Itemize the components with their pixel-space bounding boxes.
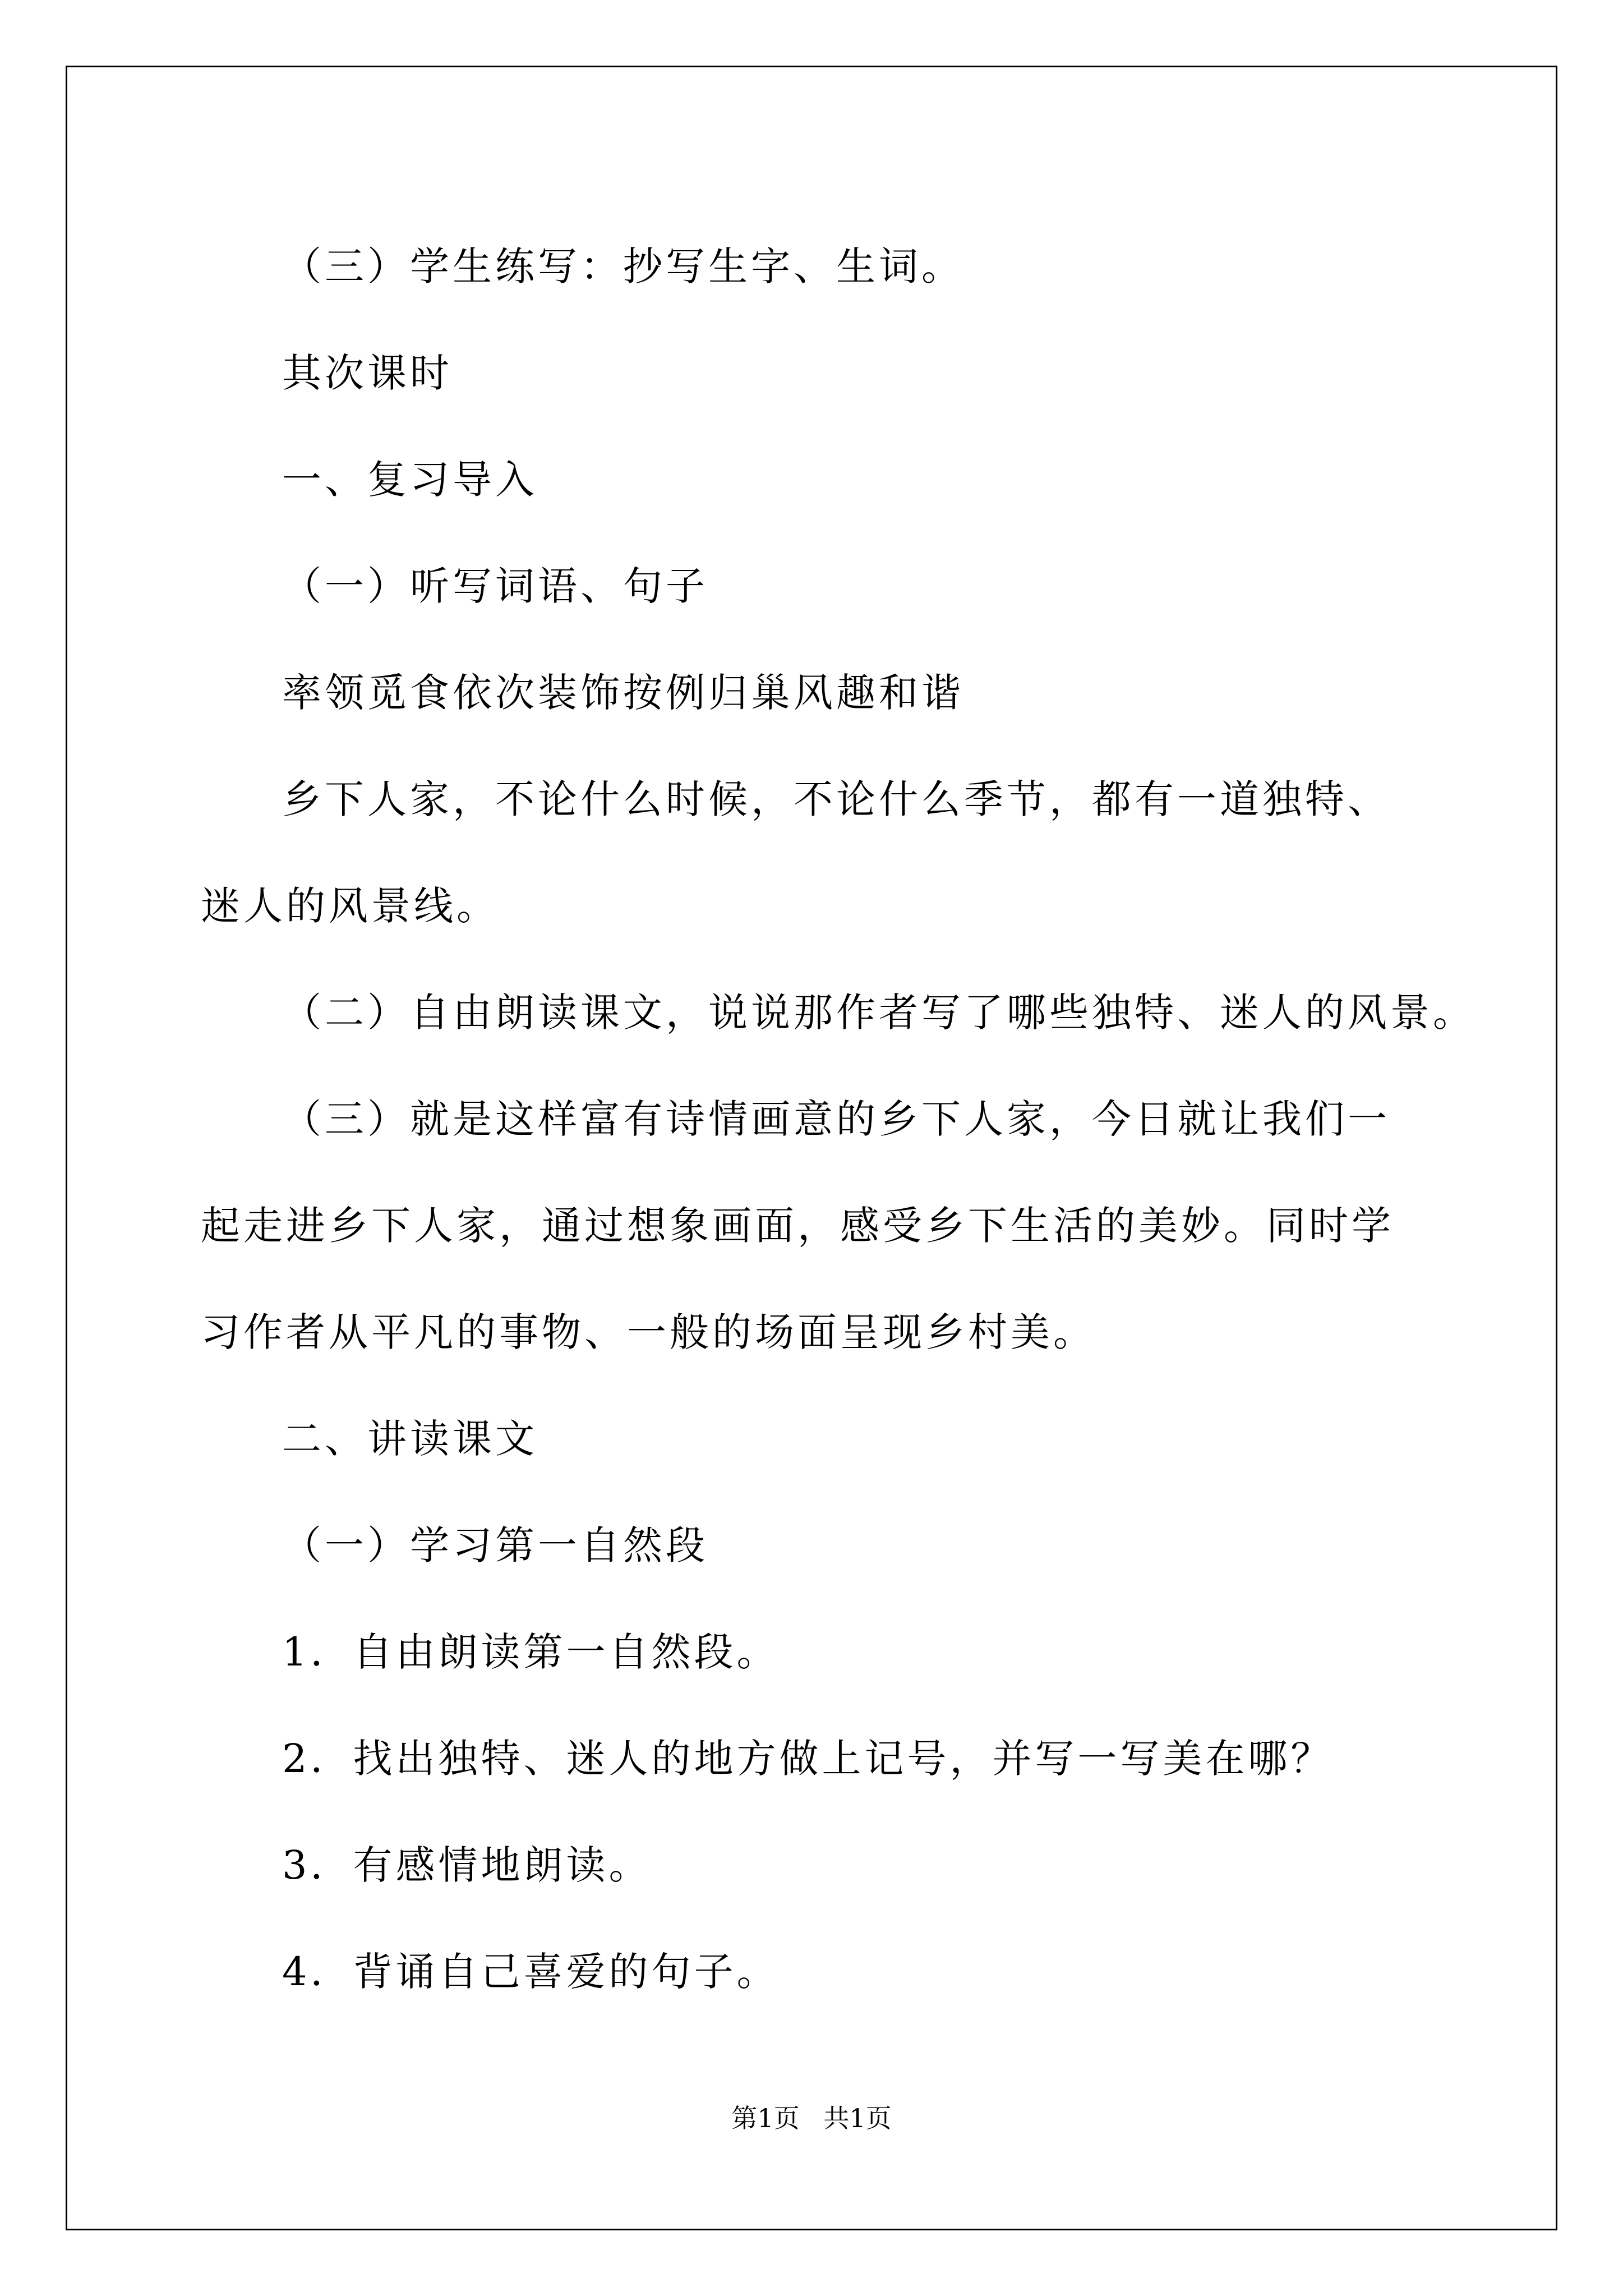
paragraph: （三）就是这样富有诗情画意的乡下人家，今日就让我们一起走进乡下人家，通过想象画面，感受乡下生活的美妙。同时学习作者从平凡的事物、一般的场面呈现乡村美。 bbox=[201, 1096, 1394, 1355]
vocabulary-line: 率领觅食依次装饰按例归巢风趣和谐 bbox=[282, 670, 964, 716]
page-number: 第1页 bbox=[731, 2103, 800, 2133]
list-item: 4．背诵自己喜爱的句子。 bbox=[282, 1949, 780, 1995]
list-item: 1．自由朗读第一自然段。 bbox=[282, 1629, 780, 1675]
page-footer bbox=[0, 2098, 1623, 2135]
sub-heading: （一）听写词语、句子 bbox=[282, 563, 708, 609]
document-body bbox=[201, 213, 1476, 2025]
sub-heading: （一）学习第一自然段 bbox=[282, 1522, 708, 1568]
list-item: 3．有感情地朗读。 bbox=[282, 1842, 652, 1888]
page-total: 共1页 bbox=[823, 2103, 892, 2133]
section-heading: 其次课时 bbox=[282, 350, 453, 396]
paragraph: 乡下人家，不论什么时候，不论什么季节，都有一道独特、迷人的风景线。 bbox=[201, 776, 1390, 929]
section-heading: 一、复习导入 bbox=[282, 457, 538, 503]
sub-heading: （二）自由朗读课文，说说那作者写了哪些独特、迷人的风景。 bbox=[282, 990, 1476, 1036]
paragraph: （三）学生练写：抄写生字、生词。 bbox=[282, 243, 964, 289]
list-item: 2．找出独特、迷人的地方做上记号，并写一写美在哪？ bbox=[282, 1736, 1334, 1782]
section-heading: 二、讲读课文 bbox=[282, 1416, 538, 1462]
